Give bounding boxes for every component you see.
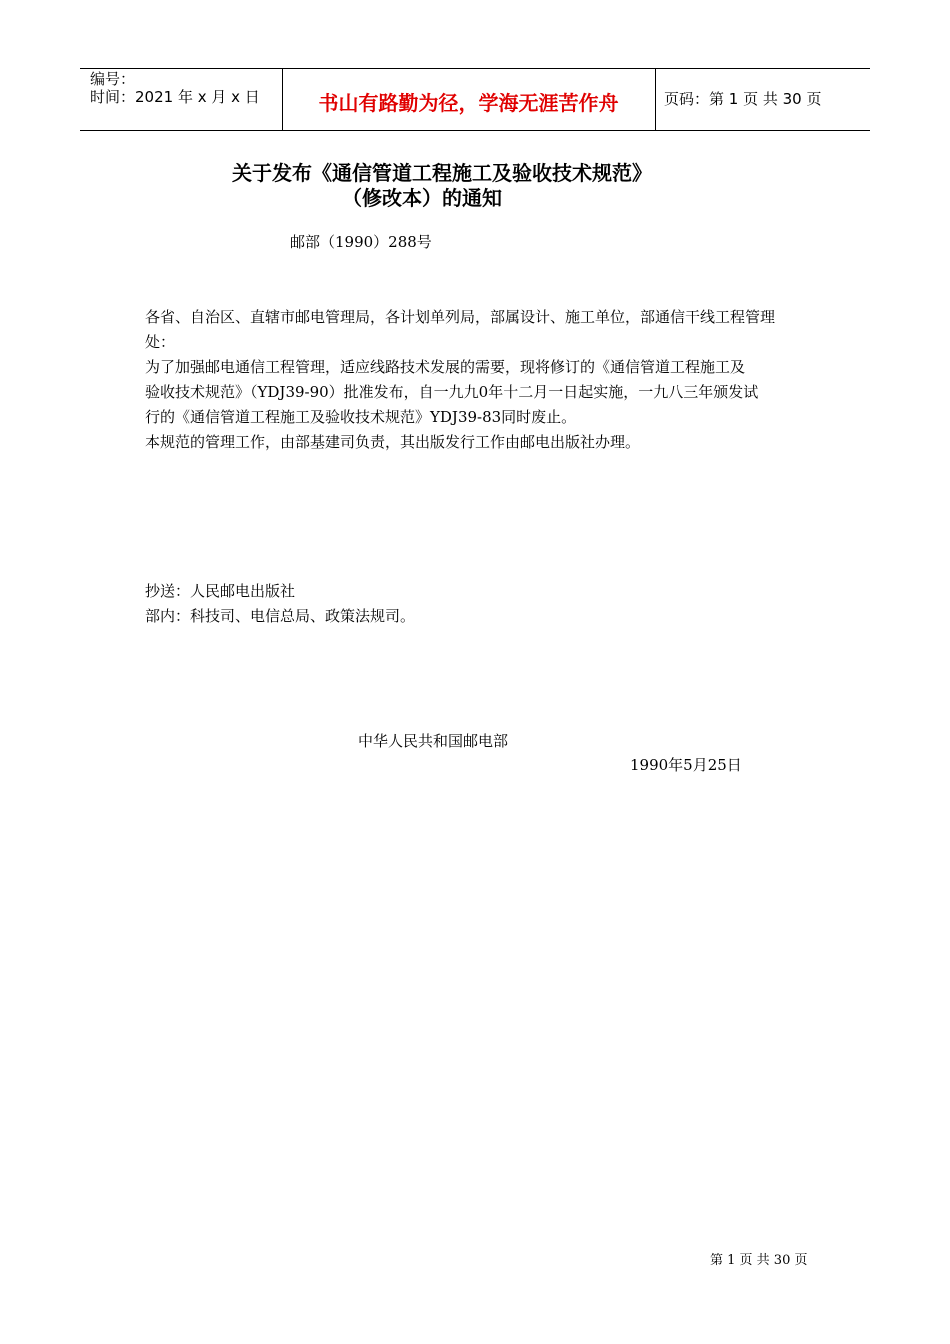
cc-line1: 抄送：人民邮电出版社: [145, 582, 296, 600]
document-title-line1: 关于发布《通信管道工程施工及验收技术规范》: [232, 161, 652, 185]
body-line2: 验收技术规范》（YDJ39-90）批准发布，自一九九0年十二月一日起实施，一九八三年颁发试: [145, 383, 759, 401]
issuer: 中华人民共和国邮电部: [358, 732, 509, 750]
time-label: 时间：2021 年 x 月 x 日: [90, 88, 260, 106]
page-header: [80, 68, 870, 131]
document-title-line2: （修改本）的通知: [342, 186, 502, 210]
recipients-line2: 处：: [145, 333, 176, 351]
recipients-line1: 各省、自治区、直辖市邮电管理局，各计划单列局，部属设计、施工单位，部通信干线工程管理: [145, 308, 776, 326]
header-info-cell: [80, 69, 283, 130]
motto: 书山有路勤为径，学海无涯苦作舟: [318, 91, 619, 115]
cc-line2: 部内：科技司、电信总局、政策法规司。: [145, 607, 416, 625]
number-label: 编号：: [90, 70, 136, 88]
header-motto-cell: [282, 69, 656, 130]
issue-date: 1990年5月25日: [630, 756, 742, 774]
header-page-cell: [656, 69, 870, 130]
body-line1: 为了加强邮电通信工程管理，适应线路技术发展的需要，现将修订的《通信管道工程施工及: [145, 358, 746, 376]
header-page-label: 页码：第 1 页 共 30 页: [664, 90, 822, 108]
footer-page-label: 第 1 页 共 30 页: [710, 1253, 808, 1268]
body-line4: 本规范的管理工作，由部基建司负责，其出版发行工作由邮电出版社办理。: [145, 433, 641, 451]
document-number: 邮部（1990）288号: [290, 233, 432, 251]
body-line3: 行的《通信管道工程施工及验收技术规范》YDJ39-83同时废止。: [145, 408, 577, 426]
